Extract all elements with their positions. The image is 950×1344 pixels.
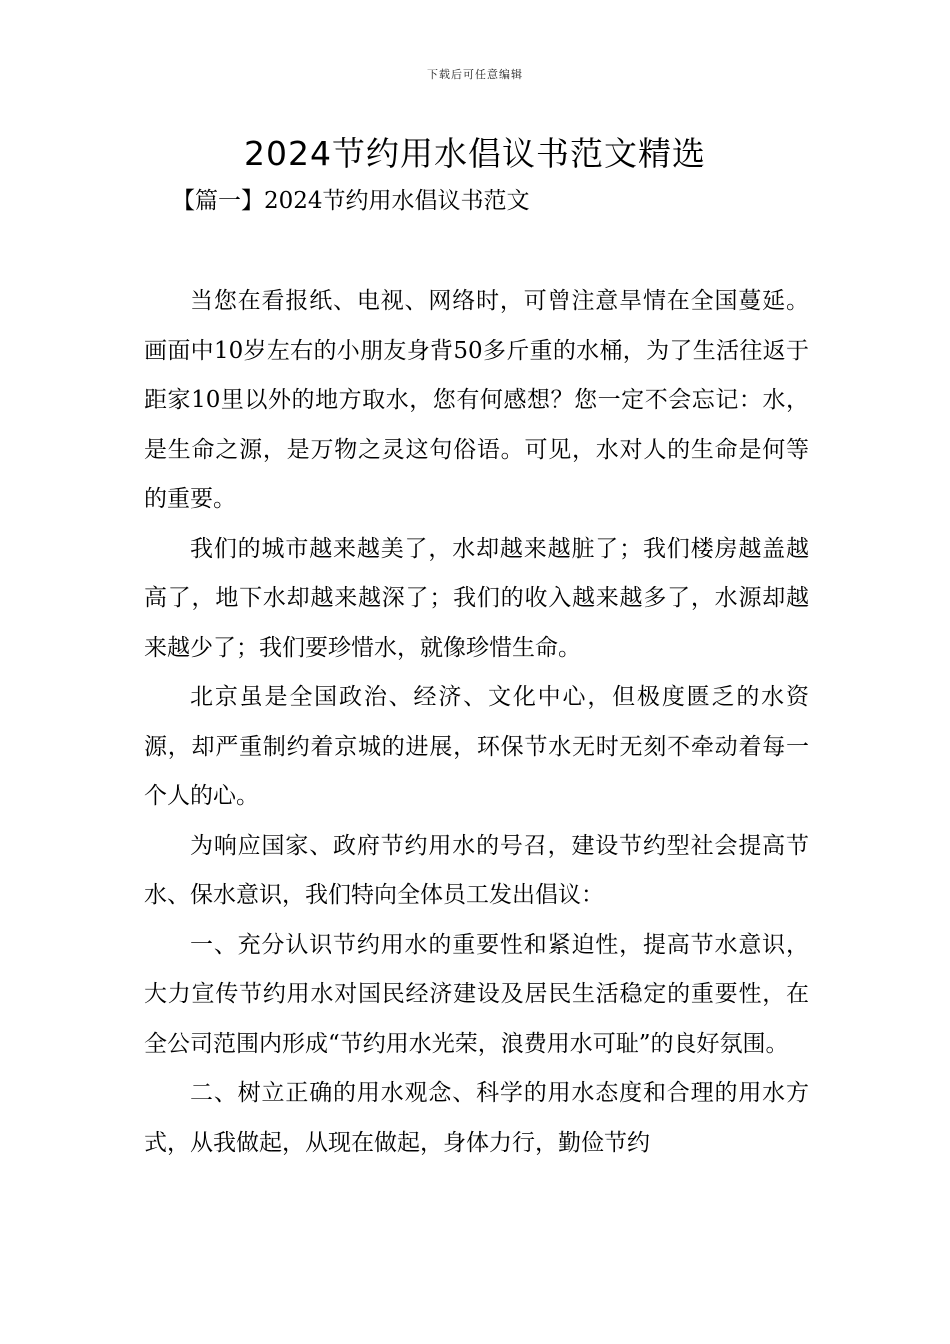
page-title: 2024节约用水倡议书范文精选 <box>244 134 706 173</box>
paragraph-drought-intro: 当您在看报纸、电视、网络时，可曾注意旱情在全国蔓延。画面中10岁左右的小朋友身背50多斤重的水桶，为了生活往返于距家10里以外的地方取水，您有何感想？您一定不会忘记：水，是生命之源，是万物之灵这句俗语。可见，水对人的生命是何等的重要。 <box>144 288 809 512</box>
section-heading: 【篇一】2024节约用水倡议书范文 <box>172 188 530 214</box>
document-body <box>144 277 809 1168</box>
paragraph-call-to-action: 为响应国家、政府节约用水的号召，建设节约型社会提高节水、保水意识，我们特向全体员工发出倡议： <box>144 832 809 908</box>
paragraph-city-water: 我们的城市越来越美了，水却越来越脏了；我们楼房越盖越高了，地下水却越来越深了；我们的收入越来越多了，水源却越来越少了；我们要珍惜水，就像珍惜生命。 <box>144 535 809 661</box>
paragraph-beijing-water: 北京虽是全国政治、经济、文化中心，但极度匮乏的水资源，却严重制约着京城的进展，环保节水无时无刻不牵动着每一个人的心。 <box>144 684 809 809</box>
paragraph-proposal-one: 一、充分认识节约用水的重要性和紧迫性，提高节水意识，大力宣传节约用水对国民经济建设及居民生活稳定的重要性，在全公司范围内形成“节约用水光荣，浪费用水可耻”的良好氛围。 <box>144 931 809 1057</box>
header-note: 下载后可任意编辑 <box>427 68 523 81</box>
paragraph-proposal-two: 二、树立正确的用水观念、科学的用水态度和合理的用水方式，从我做起，从现在做起，身体力行，勤俭节约 <box>144 1080 809 1156</box>
